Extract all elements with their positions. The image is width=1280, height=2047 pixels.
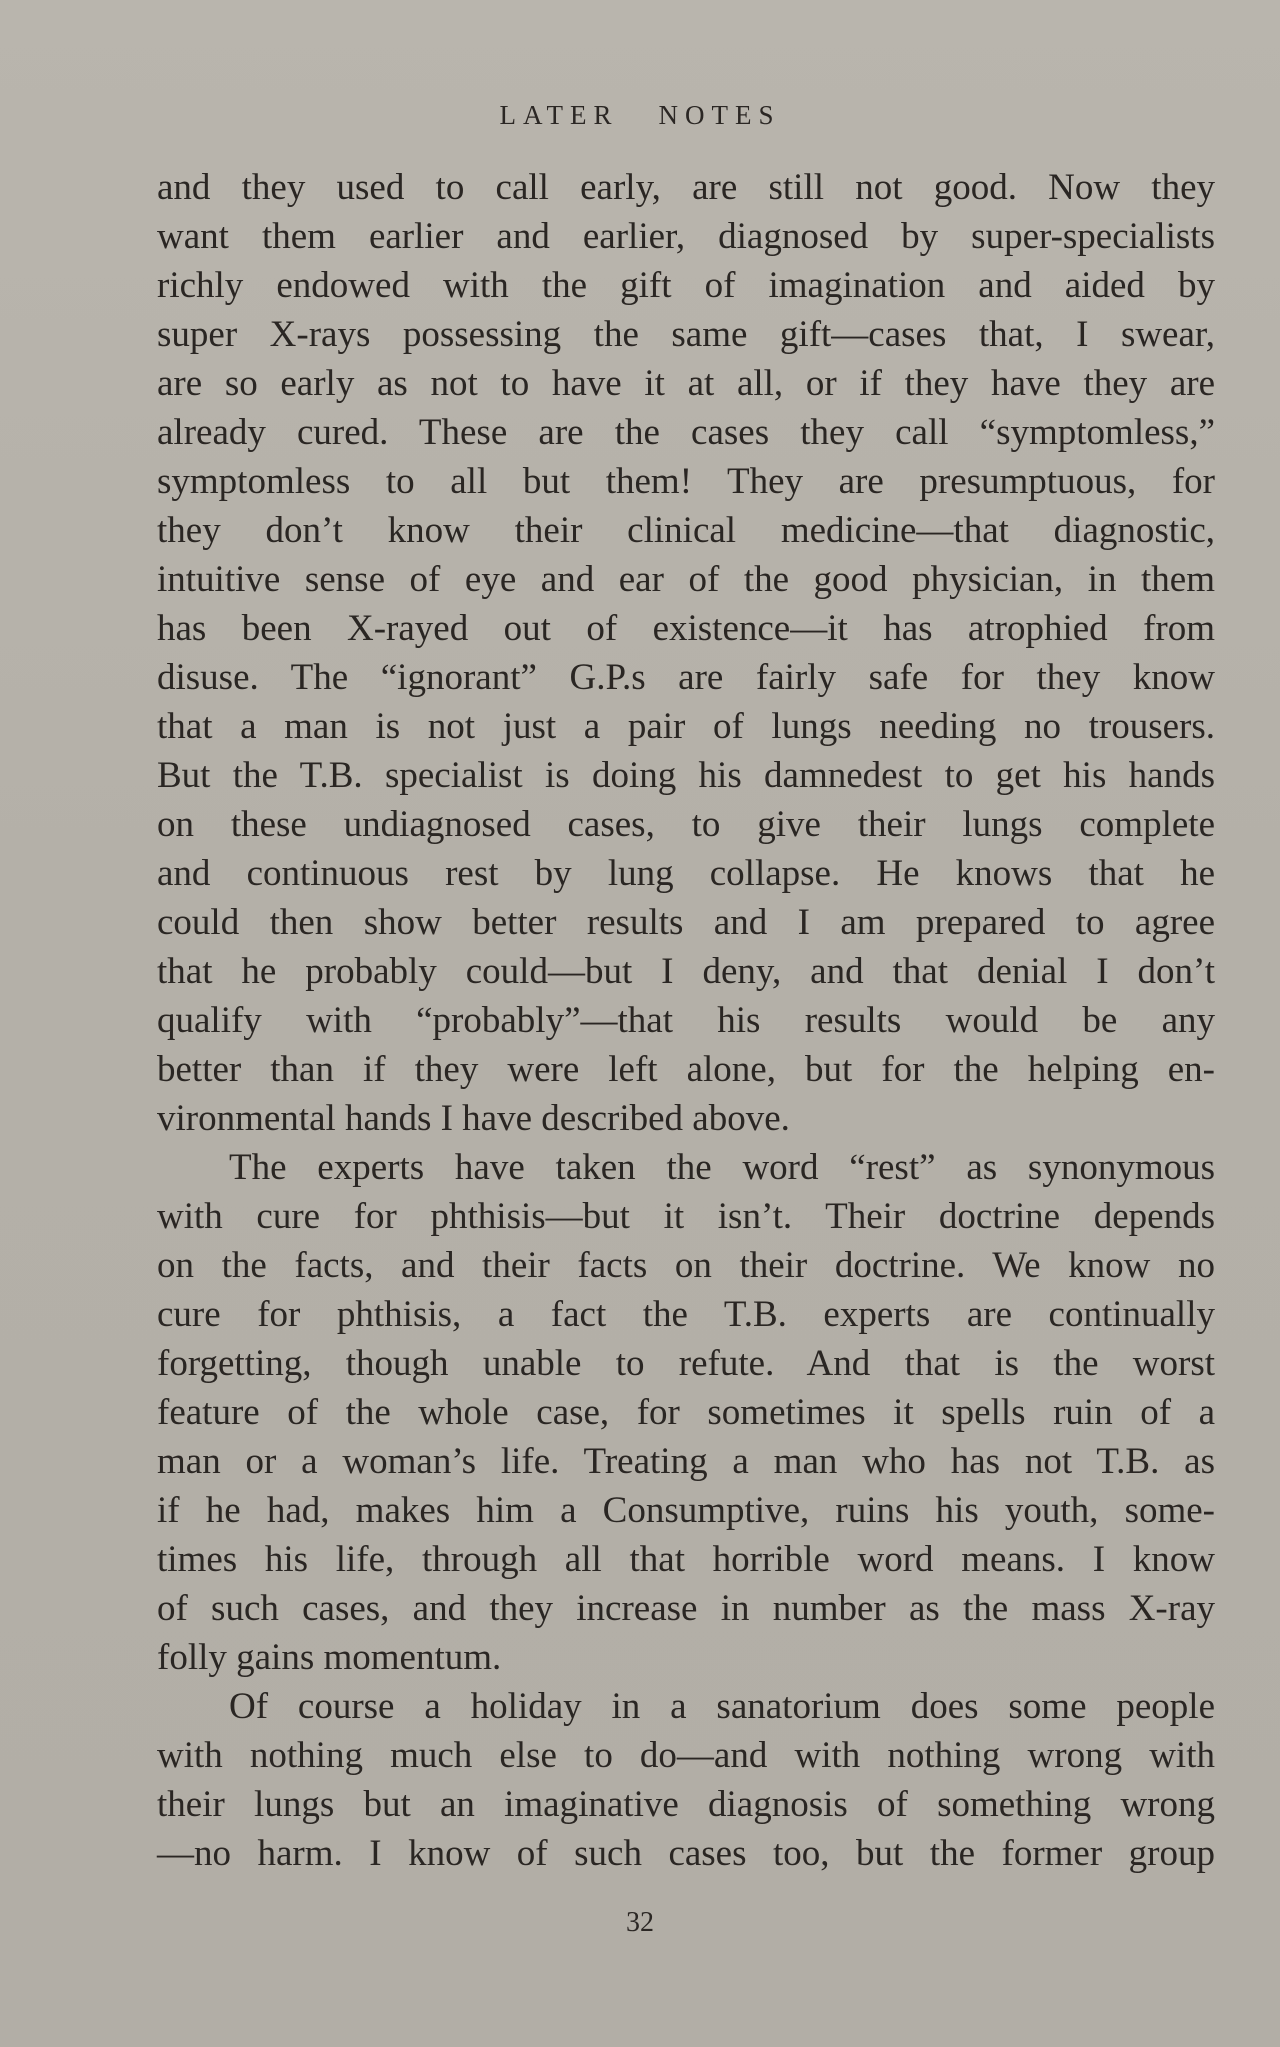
running-head-left: LATER: [499, 100, 619, 130]
text-line: vironmental hands I have described above.: [157, 1098, 790, 1139]
text-line: forgetting, though unable to refute. And that is the worst: [157, 1343, 1215, 1384]
body-text: [157, 163, 1215, 1878]
text-line: folly gains momentum.: [157, 1637, 502, 1678]
text-line: that a man is not just a pair of lungs needing no trousers.: [157, 706, 1215, 747]
text-line: already cured. These are the cases they call “symptomless,”: [157, 412, 1215, 453]
text-line: with nothing much else to do—and with nothing wrong with: [157, 1735, 1215, 1776]
text-line: super X-rays possessing the same gift—cases that, I swear,: [157, 314, 1215, 355]
page-number: 32: [626, 1907, 654, 1938]
text-line: The experts have taken the word “rest” as synonymous: [229, 1147, 1215, 1188]
text-line: that he probably could—but I deny, and that denial I don’t: [157, 951, 1215, 992]
text-line: has been X-rayed out of existence—it has atrophied from: [157, 608, 1215, 649]
text-line: richly endowed with the gift of imagination and aided by: [157, 265, 1215, 306]
text-line: on the facts, and their facts on their doctrine. We know no: [157, 1245, 1215, 1286]
text-line: symptomless to all but them! They are presumptuous, for: [157, 461, 1215, 502]
text-line: if he had, makes him a Consumptive, ruins his youth, some-: [157, 1490, 1215, 1531]
running-head-right: NOTES: [658, 100, 781, 130]
text-line: and they used to call early, are still not good. Now they: [157, 167, 1215, 208]
text-line: want them earlier and earlier, diagnosed by super-specialists: [157, 216, 1215, 257]
text-line: —no harm. I know of such cases too, but the former group: [157, 1833, 1215, 1874]
text-line: are so early as not to have it at all, or if they have they are: [157, 363, 1215, 404]
text-line: feature of the whole case, for sometimes it spells ruin of a: [157, 1392, 1215, 1433]
text-line: man or a woman’s life. Treating a man who has not T.B. as: [157, 1441, 1215, 1482]
text-line: qualify with “probably”—that his results would be any: [157, 1000, 1215, 1041]
text-line: disuse. The “ignorant” G.P.s are fairly safe for they know: [157, 657, 1215, 698]
running-head: [0, 100, 1280, 131]
text-line: of such cases, and they increase in number as the mass X-ray: [157, 1588, 1215, 1629]
text-line: cure for phthisis, a fact the T.B. experts are continually: [157, 1294, 1215, 1335]
text-line: with cure for phthisis—but it isn’t. Their doctrine depends: [157, 1196, 1215, 1237]
text-line: But the T.B. specialist is doing his damnedest to get his hands: [157, 755, 1215, 796]
text-line: Of course a holiday in a sanatorium does some people: [229, 1686, 1215, 1727]
text-line: could then show better results and I am prepared to agree: [157, 902, 1215, 943]
text-line: their lungs but an imaginative diagnosis of something wrong: [157, 1784, 1215, 1825]
text-line: they don’t know their clinical medicine—that diagnostic,: [157, 510, 1215, 551]
text-line: times his life, through all that horrible word means. I know: [157, 1539, 1215, 1580]
text-line: and continuous rest by lung collapse. He knows that he: [157, 853, 1215, 894]
text-line: better than if they were left alone, but for the helping en-: [157, 1049, 1215, 1090]
text-line: intuitive sense of eye and ear of the good physician, in them: [157, 559, 1215, 600]
text-line: on these undiagnosed cases, to give their lungs complete: [157, 804, 1215, 845]
